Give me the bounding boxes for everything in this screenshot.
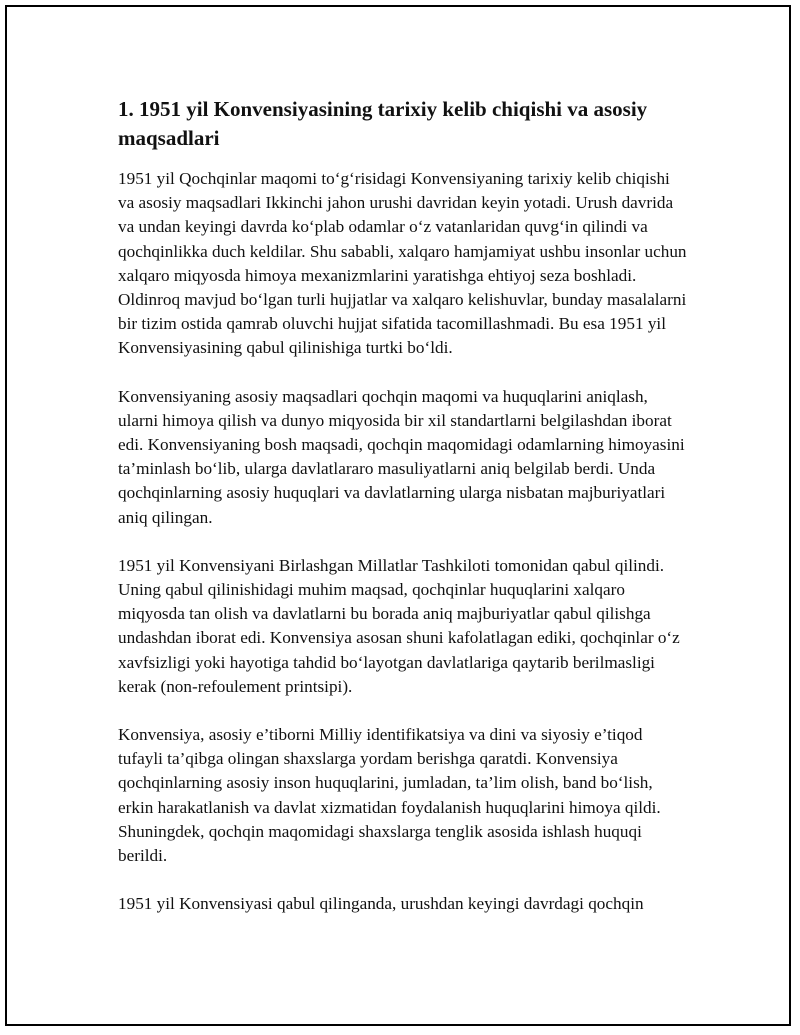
- paragraph-5: 1951 yil Konvensiyasi qabul qilinganda, urushdan keyingi davrdagi qochqin: [118, 894, 644, 914]
- paragraph-3: 1951 yil Konvensiyani Birlashgan Millatlar Tashkiloti tomonidan qabul qilindi. Uning qabul qilinishidagi muhim maqsad, qochqinlar huquqlarini xalqaro miqyosda tan olish va davlatlarni bu borada aniq majburiyatlar qabul qilishga undashdan iborat edi. Konvensiya asosan shuni kafolatlagan ediki, qochqinlar o‘z xavfsizligi yoki hayotiga tahdid bo‘layotgan davlatlariga qaytarib berilmasligi kerak (non-refoulement printsipi).: [118, 555, 680, 696]
- section-heading: 1. 1951 yil Konvensiyasining tarixiy kelib chiqishi va asosiy maqsadlari: [118, 97, 648, 150]
- document-body: [118, 95, 690, 940]
- paragraph-1: 1951 yil Qochqinlar maqomi to‘g‘risidagi Konvensiyaning tarixiy kelib chiqishi va asosiy maqsadlari Ikkinchi jahon urushi davridan keyin yotadi. Urush davrida va undan keyingi davrda ko‘plab odamlar o‘z vatanlaridan quvg‘in qilindi va qochqinlikka duch keldilar. Shu sababli, xalqaro hamjamiyat ushbu insonlar uchun xalqaro miqyosda himoya mexanizmlarini yaratishga ehtiyoj seza boshladi. Oldinroq mavjud bo‘lgan turli hujjatlar va xalqaro kelishuvlar, bunday masalalarni bir tizim ostida qamrab oluvchi hujjat sifatida tacomillashmadi. Bu esa 1951 yil Konvensiyasining qabul qilinishiga turtki bo‘ldi.: [118, 169, 687, 358]
- paragraph-2: Konvensiyaning asosiy maqsadlari qochqin maqomi va huquqlarini aniqlash, ularni himoya qilish va dunyo miqyosida bir xil standartlarni belgilashdan iborat edi. Konvensiyaning bosh maqsadi, qochqin maqomidagi odamlarning himoyasini ta’minlash bo‘lib, ularga davlatlararo masuliyatlarni aniq belgilab berdi. Unda qochqinlarning asosiy huquqlari va davlatlarning ularga nisbatan majburiyatlari aniq qilingan.: [118, 386, 685, 527]
- paragraph-4: Konvensiya, asosiy e’tiborni Milliy identifikatsiya va dini va siyosiy e’tiqod tufayli ta’qibga olingan shaxslarga yordam berishga qaratdi. Konvensiya qochqinlarning asosiy inson huquqlarini, jumladan, ta’lim olish, band bo‘lish, erkin harakatlanish va davlat xizmatidan foydalanish huquqlarini himoya qildi. Shuningdek, qochqin maqomidagi shaxslarga tenglik asosida ishlash huquqi berildi.: [118, 725, 661, 866]
